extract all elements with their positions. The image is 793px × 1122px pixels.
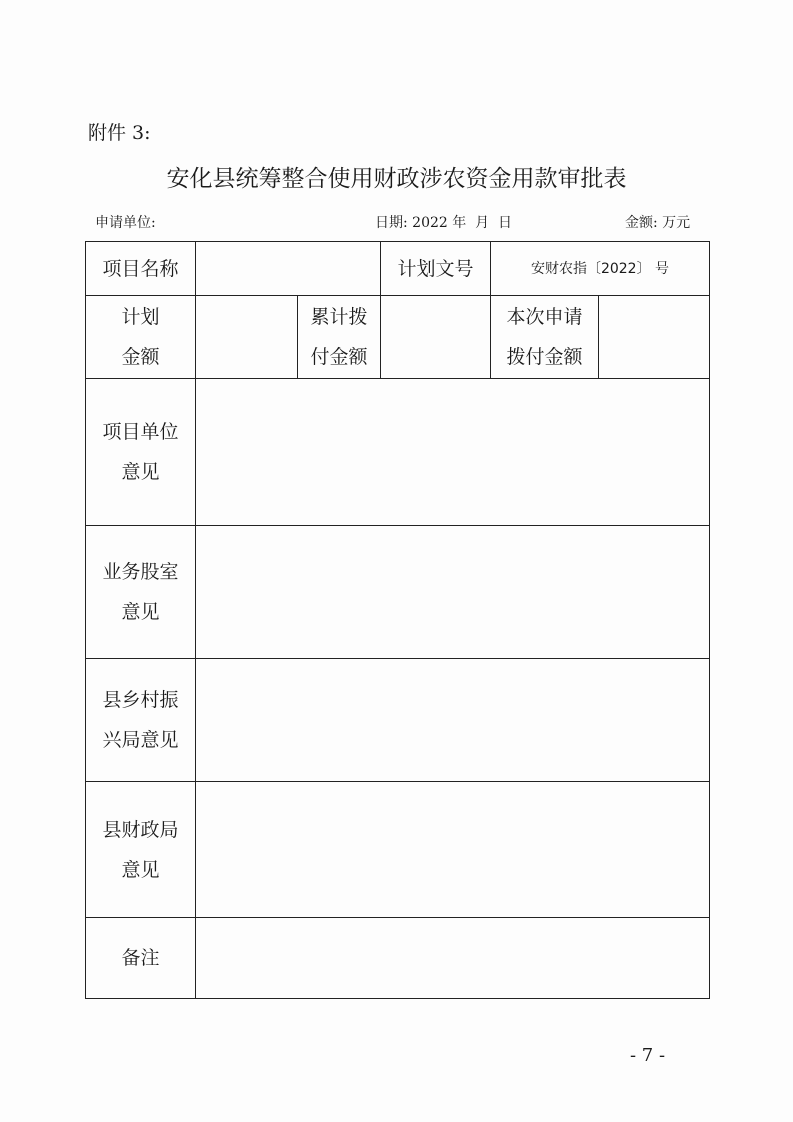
- finance-bureau-opinion-label: 县财政局意见: [85, 781, 196, 918]
- page-number: - 7 -: [630, 1045, 666, 1066]
- plan-amount-label: 计划金额: [85, 295, 196, 379]
- date-label: 日期: 2022 年 月 日: [375, 215, 513, 231]
- rural-revitalization-opinion-label: 县乡村振兴局意见: [85, 658, 196, 782]
- cumulative-label: 累计拨付金额: [297, 295, 381, 379]
- plan-doc-field[interactable]: 安财农指〔2022〕 号: [490, 241, 710, 296]
- finance-bureau-opinion-field[interactable]: [195, 781, 710, 918]
- current-label: 本次申请拨付金额: [490, 295, 599, 379]
- business-office-opinion-field[interactable]: [195, 525, 710, 659]
- document-title: 安化县统筹整合使用财政涉农资金用款审批表: [166, 166, 627, 192]
- project-unit-opinion-field[interactable]: [195, 378, 710, 526]
- remarks-field[interactable]: [195, 917, 710, 999]
- amount-unit-label: 金额: 万元: [625, 215, 691, 231]
- business-office-opinion-label: 业务股室意见: [85, 525, 196, 659]
- applicant-label: 申请单位:: [95, 215, 156, 231]
- cumulative-field[interactable]: [380, 295, 491, 379]
- project-unit-opinion-label: 项目单位意见: [85, 378, 196, 526]
- plan-amount-field[interactable]: [195, 295, 298, 379]
- remarks-label: 备注: [85, 917, 196, 999]
- project-name-label: 项目名称: [85, 241, 196, 296]
- rural-revitalization-opinion-field[interactable]: [195, 658, 710, 782]
- plan-doc-label: 计划文号: [380, 241, 491, 296]
- current-field[interactable]: [598, 295, 710, 379]
- attachment-label: 附件 3:: [88, 122, 151, 144]
- project-name-field[interactable]: [195, 241, 381, 296]
